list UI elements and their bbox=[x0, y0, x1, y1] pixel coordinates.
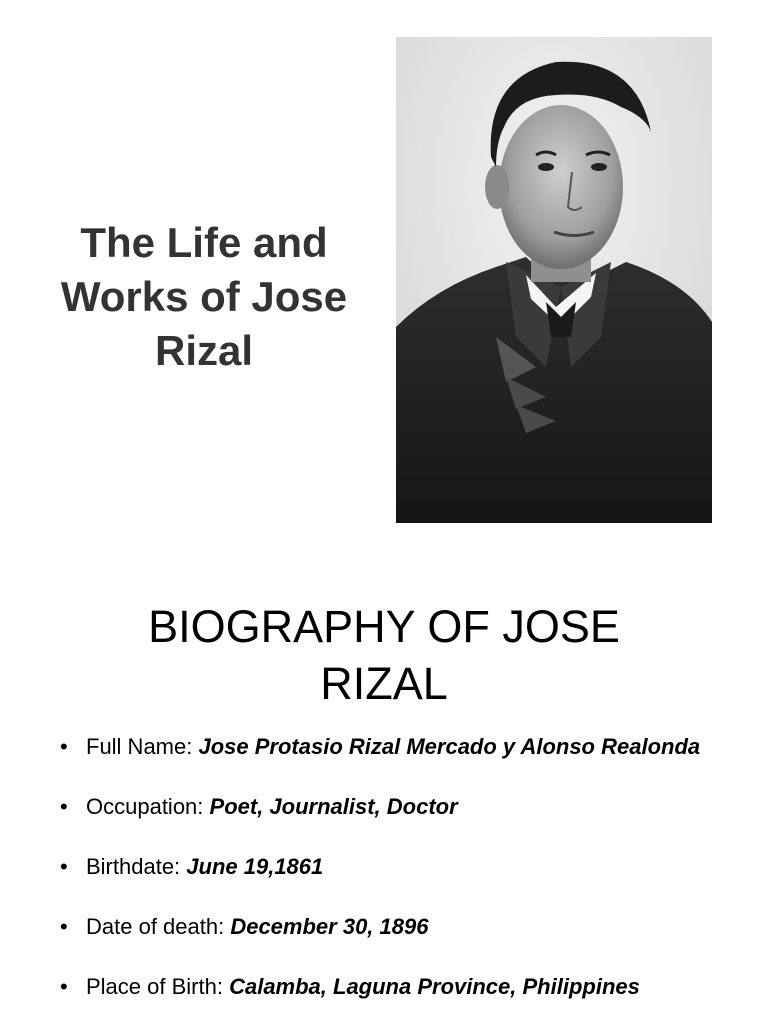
bullet-icon: • bbox=[60, 854, 68, 879]
item-value: Poet, Journalist, Doctor bbox=[209, 794, 458, 819]
biography-heading-line-2: RIZAL bbox=[320, 658, 448, 709]
bullet-icon: • bbox=[60, 734, 68, 759]
portrait-illustration bbox=[396, 37, 712, 523]
item-value: Jose Protasio Rizal Mercado y Alonso Realonda bbox=[198, 734, 701, 759]
slide-title-line-3: Rizal bbox=[154, 327, 254, 374]
list-item-date-of-death bbox=[56, 912, 716, 941]
slide-title-line-2: Works of Jose bbox=[60, 273, 348, 320]
portrait-photo bbox=[396, 37, 712, 523]
bullet-icon: • bbox=[60, 914, 68, 939]
biography-list bbox=[56, 732, 716, 1032]
item-label: Birthdate: bbox=[86, 854, 187, 879]
item-value: Calamba, Laguna Province, Philippines bbox=[229, 974, 640, 999]
list-item-place-of-birth bbox=[56, 972, 716, 1001]
bullet-icon: • bbox=[60, 794, 68, 819]
slide-title-line-1: The Life and bbox=[80, 219, 328, 266]
list-item-birthdate bbox=[56, 852, 716, 881]
item-value: December 30, 1896 bbox=[230, 914, 429, 939]
bullet-icon: • bbox=[60, 974, 68, 999]
item-value: June 19,1861 bbox=[186, 854, 324, 879]
list-item-full-name bbox=[56, 732, 716, 761]
slide-title bbox=[30, 216, 378, 378]
item-label: Date of death: bbox=[86, 914, 231, 939]
list-item-occupation bbox=[56, 792, 716, 821]
biography-heading bbox=[84, 598, 684, 712]
biography-heading-line-1: BIOGRAPHY OF JOSE bbox=[148, 601, 620, 652]
item-label: Place of Birth: bbox=[86, 974, 230, 999]
item-label: Full Name: bbox=[86, 734, 199, 759]
item-label: Occupation: bbox=[86, 794, 210, 819]
